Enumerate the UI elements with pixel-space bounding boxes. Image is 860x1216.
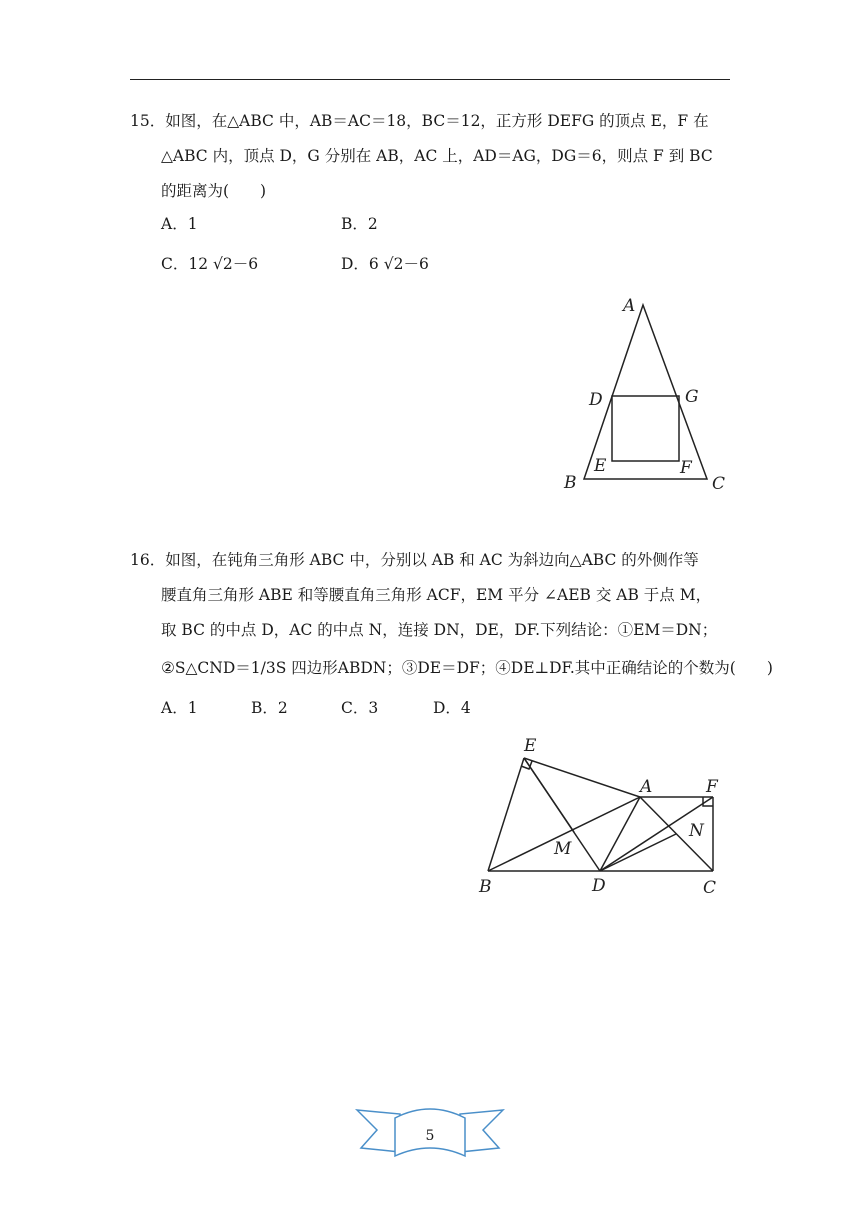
q15-line-1 <box>130 111 709 131</box>
q16-choice-a[interactable]: A．1 <box>161 699 198 717</box>
q16-label-f: F <box>706 777 718 797</box>
q16-label-n: N <box>689 821 704 841</box>
q15-choice-b[interactable]: B．2 <box>341 215 378 233</box>
q16-label-b: B <box>479 877 492 897</box>
q16-choice-b[interactable]: B．2 <box>251 699 288 717</box>
q15-line-2: △ABC 内，顶点 D，G 分别在 AB，AC 上，AD＝AG，DG＝6，则点 F 到 BC <box>161 147 713 165</box>
header-rule <box>130 79 730 80</box>
q16-label-m: M <box>554 839 572 859</box>
q16-line-1 <box>130 550 699 570</box>
q16-label-d: D <box>592 876 606 896</box>
q16-figure <box>470 730 730 905</box>
q15-label-c: C <box>712 474 726 494</box>
q15-choice-a[interactable]: A．1 <box>161 215 198 233</box>
q15-figure <box>555 290 745 500</box>
q16-label-e: E <box>524 736 537 756</box>
page-number: 5 <box>425 1128 435 1144</box>
q15-choice-c[interactable]: C．12 √2－6 <box>161 255 259 273</box>
q15-label-e: E <box>594 456 607 476</box>
q16-choice-d[interactable]: D．4 <box>433 699 471 717</box>
q16-text-1: 如图，在钝角三角形 ABC 中，分别以 AB 和 AC 为斜边向△ABC 的外侧作等 <box>165 551 699 569</box>
q15-label-d: D <box>589 390 603 410</box>
q16-line-2: 腰直角三角形 ABE 和等腰直角三角形 ACF，EM 平分 ∠AEB 交 AB 于点 M， <box>161 586 712 604</box>
q16-label-c: C <box>703 878 717 898</box>
q16-label-a: A <box>640 777 653 797</box>
q16-choice-c[interactable]: C．3 <box>341 699 379 717</box>
q15-label-g: G <box>685 387 699 407</box>
q15-label-b: B <box>564 473 577 493</box>
q15-text-1: 如图，在△ABC 中，AB＝AC＝18，BC＝12，正方形 DEFG 的顶点 E，F 在 <box>165 112 709 130</box>
q15-label-a: A <box>623 296 636 316</box>
q15-line-3: 的距离为( ) <box>161 182 267 200</box>
q16-line-4: ②S△CND＝1/3S 四边形ABDN；③DE＝DF；④DE⊥DF.其中正确结论的个数为( ) <box>161 659 773 677</box>
q16-line-3: 取 BC 的中点 D，AC 的中点 N，连接 DN，DE，DF.下列结论：①EM＝DN； <box>161 621 718 639</box>
q15-label-f: F <box>680 458 692 478</box>
q15-square-defg <box>612 396 679 461</box>
q15-choice-d[interactable]: D．6 √2－6 <box>341 255 429 273</box>
q15-number: 15． <box>130 112 166 130</box>
q16-number: 16． <box>130 551 166 569</box>
